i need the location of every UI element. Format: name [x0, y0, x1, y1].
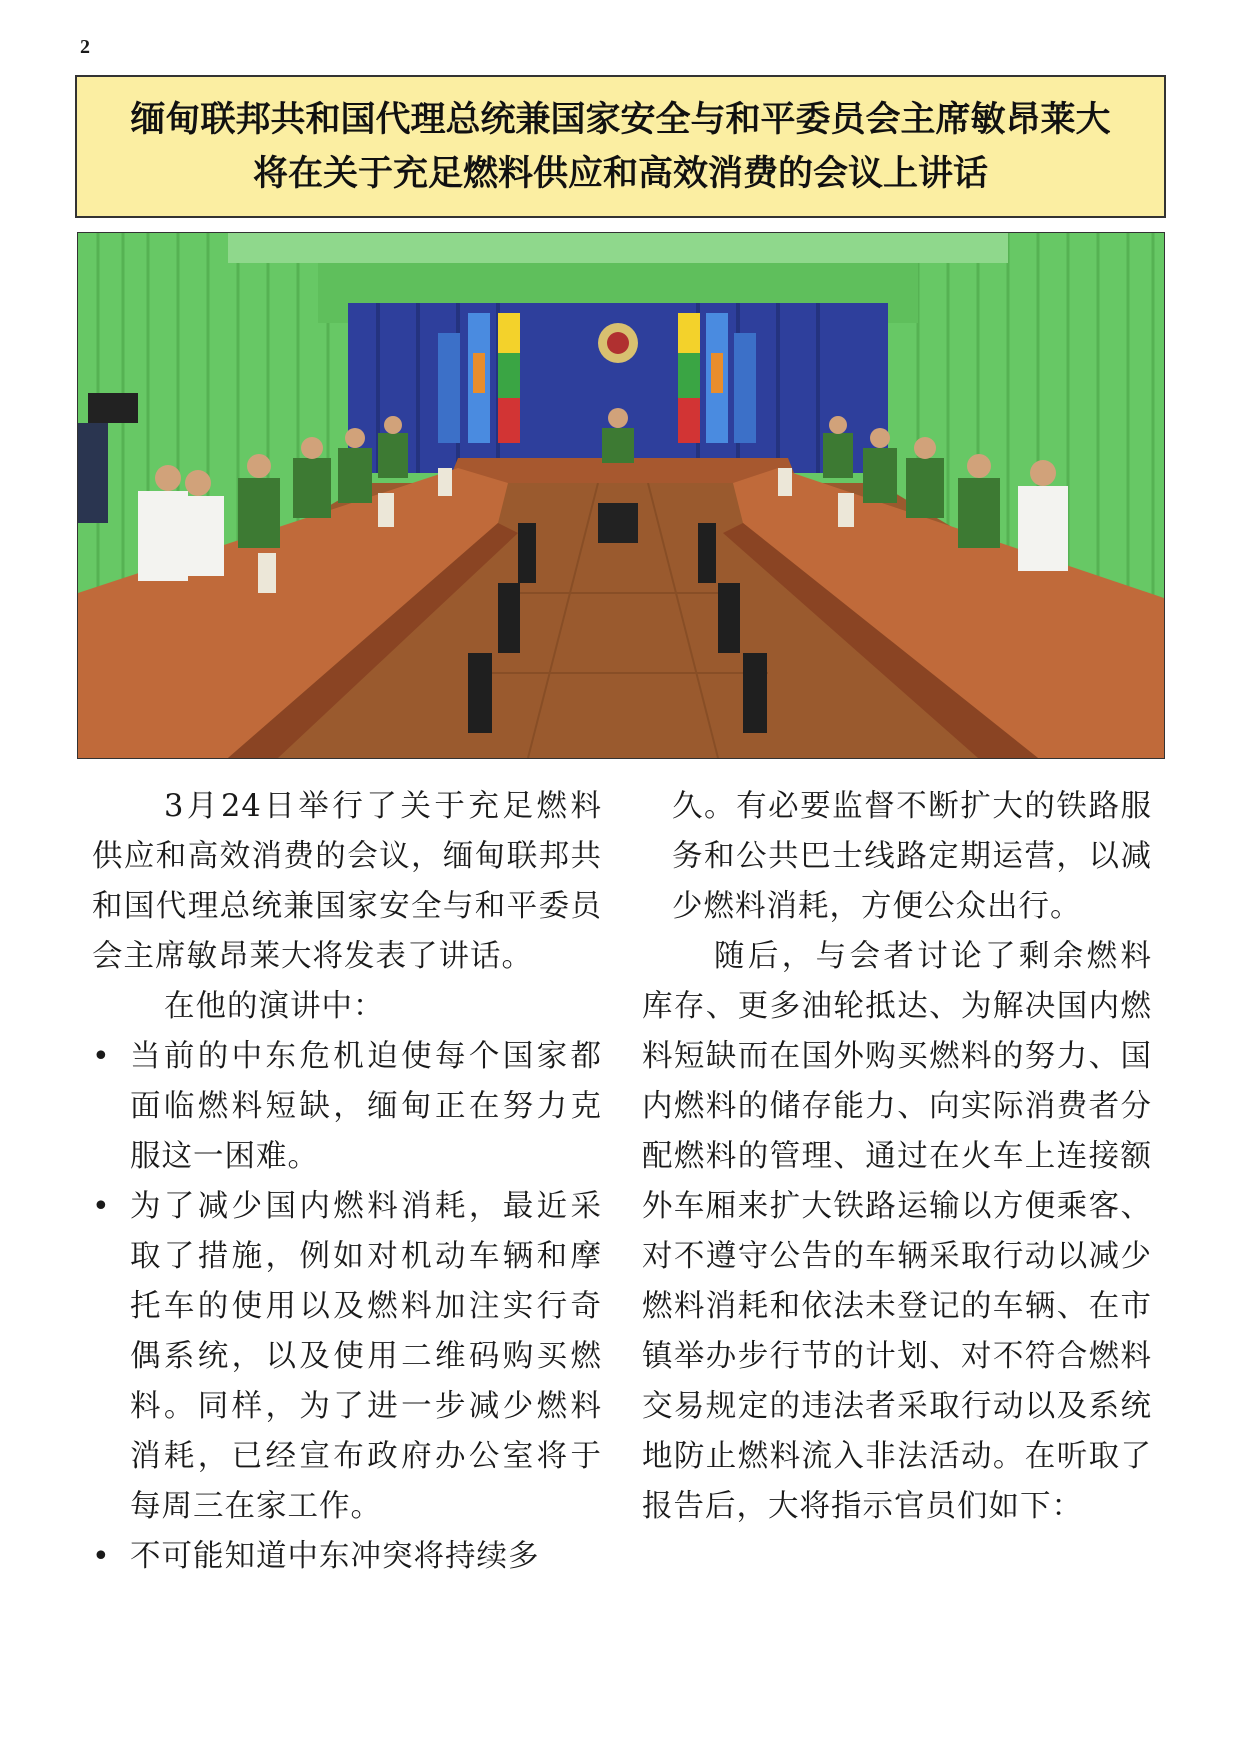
- bullet-item: [92, 1032, 602, 1182]
- bullet-icon: •: [92, 1189, 111, 1224]
- headline-line-2: 将在关于充足燃料供应和高效消费的会议上讲话: [252, 153, 988, 194]
- article-column-left: [92, 782, 602, 1582]
- article-column-right: [642, 782, 1152, 1532]
- bullet-continuation: 久。有必要监督不断扩大的铁路服务和公共巴士线路定期运营，以减少燃料消耗，方便公众出行。: [672, 789, 1152, 924]
- bullet-text: 不可能知道中东冲突将持续多: [130, 1539, 540, 1574]
- speech-lead: 在他的演讲中：: [164, 989, 385, 1024]
- bullet-icon: •: [92, 1539, 111, 1574]
- headline-box: [75, 75, 1166, 218]
- bullet-icon: •: [92, 1039, 111, 1074]
- discussion-paragraph: 随后，与会者讨论了剩余燃料库存、更多油轮抵达、为解决国内燃料短缺而在国外购买燃料的努力、国内燃料的储存能力、向实际消费者分配燃料的管理、通过在火车上连接额外车厢来扩大铁路运输以方便乘客、对不遵守公告的车辆采取行动以减少燃料消耗和依法未登记的车辆、在市镇举办步行节的计划、对不符合燃料交易规定的违法者采取行动以及系统地防止燃料流入非法活动。在听取了报告后，大将指示官员们如下：: [642, 939, 1152, 1524]
- meeting-photo: [77, 232, 1165, 759]
- bullet-item: [92, 1532, 602, 1582]
- intro-paragraph: 3月24日举行了关于充足燃料供应和高效消费的会议，缅甸联邦共和国代理总统兼国家安全与和平委员会主席敏昂莱大将发表了讲话。: [92, 789, 602, 974]
- bullet-text: 当前的中东危机迫使每个国家都面临燃料短缺，缅甸正在努力克服这一困难。: [130, 1039, 602, 1174]
- headline-line-1: 缅甸联邦共和国代理总统兼国家安全与和平委员会主席敏昂莱大: [130, 99, 1111, 140]
- bullet-item: [92, 1182, 602, 1532]
- page-number: 2: [80, 36, 90, 58]
- bullet-text: 为了减少国内燃料消耗，最近采取了措施，例如对机动车辆和摩托车的使用以及燃料加注实行奇偶系统，以及使用二维码购买燃料。同样，为了进一步减少燃料消耗，已经宣布政府办公室将于每周三在家工作。: [130, 1189, 602, 1524]
